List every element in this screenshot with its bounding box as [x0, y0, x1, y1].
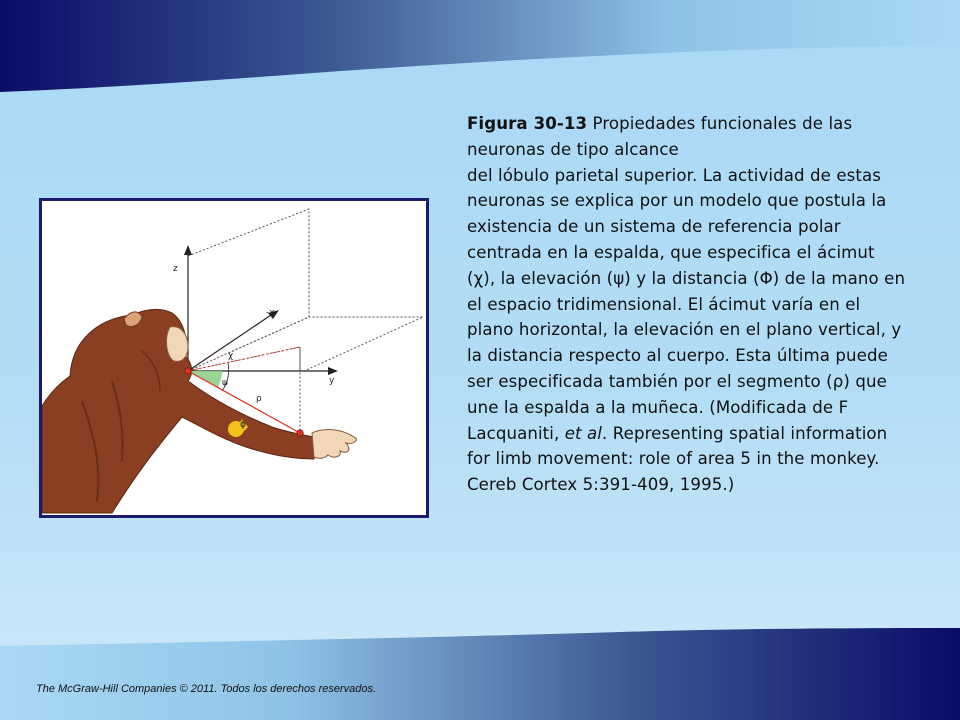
z-axis-label: z — [173, 264, 178, 274]
neg-x-axis — [188, 313, 274, 371]
caption-title: Propiedades funcionales de las neuronas de tipo alcance — [467, 114, 853, 159]
y-axis-label: y — [329, 376, 335, 386]
chi-angle-wedge — [188, 353, 228, 371]
copyright-footer: The McGraw-Hill Companies © 2011. Todos los derechos reservados. — [36, 683, 377, 695]
psi-label: ψ — [222, 378, 228, 388]
bottom-gradient-band — [0, 628, 960, 720]
caption-body: del lóbulo parietal superior. La actividad de estas neuronas se explica por un modelo que postula la existencia de un sistema de referencia polar centrada en la espalda, que especifica el ácimut (χ), la elevación (ψ) y la distancia (Φ) de la mano en el espacio tridimensional. El ácimut varía en el plano horizontal, la elevación en el plano vertical, y la distancia respecto al cuerpo. Esta última puede ser especificada también por el segmento (ρ) que une la espalda a la muñeca. (Modificada de F Lacquaniti, — [467, 165, 906, 443]
top-gradient-band — [0, 0, 960, 92]
monkey-illustration — [42, 309, 356, 513]
shoulder-point — [185, 368, 191, 374]
figure-frame — [39, 198, 429, 518]
z-axis-arrow-icon — [184, 245, 192, 255]
phi-label: ϕ — [240, 420, 246, 430]
rho-label: ρ — [256, 394, 262, 404]
wrist-point — [297, 430, 303, 436]
caption-et-al: et al — [564, 423, 603, 443]
figure-caption — [467, 111, 907, 498]
vertical-plane — [188, 209, 309, 371]
polar-reference-diagram — [42, 201, 426, 515]
chi-label: χ — [228, 351, 234, 361]
y-axis-arrow-icon — [328, 367, 338, 375]
neg-x-axis-label: -x — [266, 308, 275, 318]
horizontal-plane — [188, 317, 423, 371]
caption-citation: . Representing spatial information for limb movement: role of area 5 in the monkey. Cereb Cortex 5:391-409, 1995.) — [467, 423, 888, 495]
figure-label: Figura 30-13 — [467, 114, 588, 133]
